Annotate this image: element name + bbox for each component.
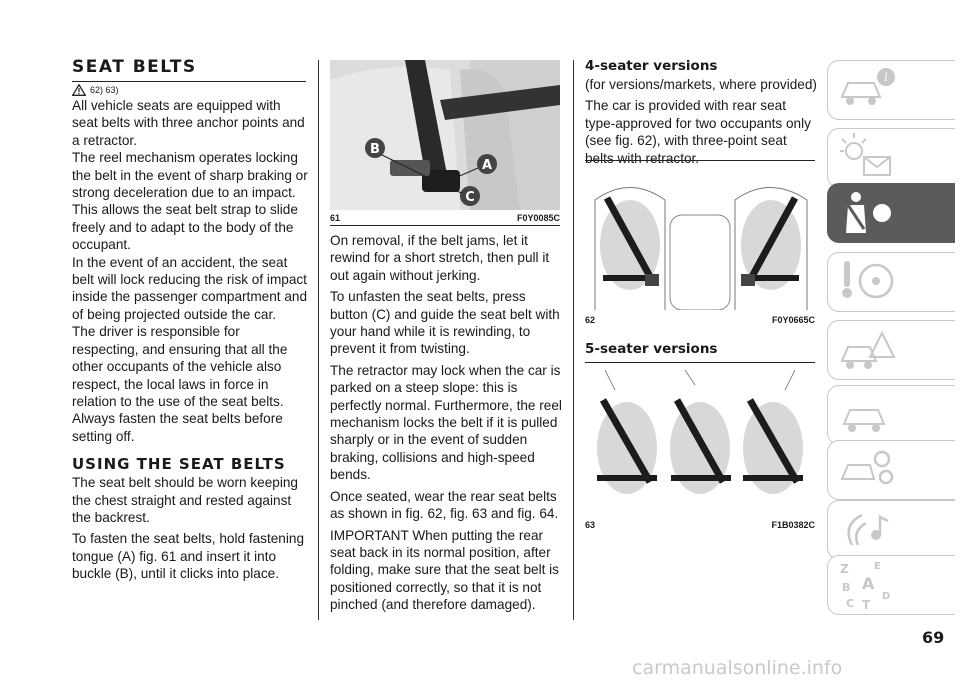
column-divider [573,60,574,620]
callout-a: A [481,158,493,173]
paragraph: The reel mechanism operates locking the belt in the event of sharp braking or strong deceleration due to an impact. This allows the seat belt strap to slide freely and to adapt to the body of the occupant. [72,150,308,253]
figure-61-caption [330,213,560,223]
seatbelt-airbag-icon [838,189,898,239]
sidebar-item-steering-key[interactable] [827,252,955,312]
figure-number: 61 [330,213,341,223]
figure-code: F0Y0085C [516,213,560,223]
steering-key-icon [838,257,898,307]
section-heading: USING THE SEAT BELTS [72,455,286,474]
subsection-heading: 4-seater versions [585,58,718,74]
figure-code: F1B0382C [771,520,815,530]
page-title: SEAT BELTS [72,57,197,77]
figure-63-caption [585,520,815,530]
callout-c: C [465,190,475,205]
index-letter: C [846,597,855,610]
figure-61-image [330,60,560,210]
five-seater-belts-illustration [585,370,815,510]
sidebar-item-car-info[interactable] [827,60,955,120]
road-emergency-icon [838,325,898,375]
multimedia-icon [838,505,898,555]
paragraph: IMPORTANT When putting the rear seat back in its normal position, after folding, make sure that the seat belt is positioned correctly, so that it is not pinched (and therefore damaged). [330,527,559,613]
paragraph: The driver is responsible for respecting, and ensuring that all the other occupants of the vehicle also respect, the local laws in force in relation to the use of the seat belts. [72,324,288,409]
paragraph: Once seated, wear the rear seat belts as shown in fig. 62, fig. 63 and fig. 64. [330,488,559,522]
callout-b: B [370,142,380,157]
paragraph: The seat belt should be worn keeping the chest straight and rested against the backrest. [72,475,298,525]
figure-code: F0Y0665C [771,315,815,325]
car-gears-icon [838,445,898,495]
figure-rule [330,225,560,226]
sidebar-item-car-gears[interactable] [827,440,955,500]
car-info-icon [838,65,898,115]
paragraph: The car is provided with rear seat type-approved for two occupants only (see fig. 62), with three-point seat belts with retractor. [585,98,811,166]
index-letter: E [874,561,881,572]
sidebar-item-seatbelt-airbag[interactable] [827,183,955,243]
sidebar-item-car-service[interactable] [827,385,955,445]
svg-text:i: i [884,70,888,84]
paragraph: (for versions/markets, where provided) [585,77,817,92]
sidebar-item-warning-lights[interactable] [827,128,955,188]
column-divider [318,60,319,620]
title-rule [72,81,306,82]
paragraph: To fasten the seat belts, hold fastening tongue (A) fig. 61 and insert it into buckle (B), until it clicks into place. [72,531,305,582]
warning-reference [72,84,119,96]
figure-63-image [585,370,815,510]
paragraph: The retractor may lock when the car is parked on a steep slope: this is perfectly normal. Furthermore, the reel mechanism locks the belt if it is pulled sharply or in the event of sudden braking, collisions and high-speed bends. [330,362,562,483]
four-seater-belts-illustration [585,170,815,310]
index-letter: T [862,598,871,611]
warning-lights-icon [838,133,898,183]
figure-62-caption [585,315,815,325]
subsection-heading: 5-seater versions [585,341,718,357]
sidebar-item-multimedia[interactable] [827,500,955,560]
figure-number: 62 [585,315,596,325]
index-abc-icon [838,559,898,611]
warning-refs: 62) 63) [90,85,119,95]
car-service-icon [838,390,898,440]
watermark: carmanualsonline.info [632,657,843,679]
sidebar-item-road-emergency[interactable] [827,320,955,380]
figure-rule [585,160,815,161]
sidebar-item-index[interactable] [827,555,955,615]
index-letter: B [842,581,851,594]
index-letter: A [862,574,875,593]
warning-triangle-icon [72,84,86,96]
index-letter: Z [840,562,849,576]
seat-belt-buckle-illustration [330,60,560,210]
paragraph: On removal, if the belt jams, let it rewind for a short stretch, then pull it out again without jerking. [330,233,550,283]
paragraph: All vehicle seats are equipped with seat belts with three anchor points and a retractor. [72,98,305,148]
index-letter: D [882,591,891,602]
paragraph: Always fasten the seat belts before setting off. [72,411,283,444]
figure-number: 63 [585,520,596,530]
paragraph: In the event of an accident, the seat belt will lock reducing the risk of impact inside the passenger compartment and of being projected outside the car. [72,254,308,322]
page-number: 69 [922,628,945,647]
figure-62-image [585,170,815,310]
figure-rule [585,362,815,363]
paragraph: To unfasten the seat belts, press button (C) and guide the seat belt with your hand while it is rewinding, to prevent it from twisting. [330,289,560,357]
